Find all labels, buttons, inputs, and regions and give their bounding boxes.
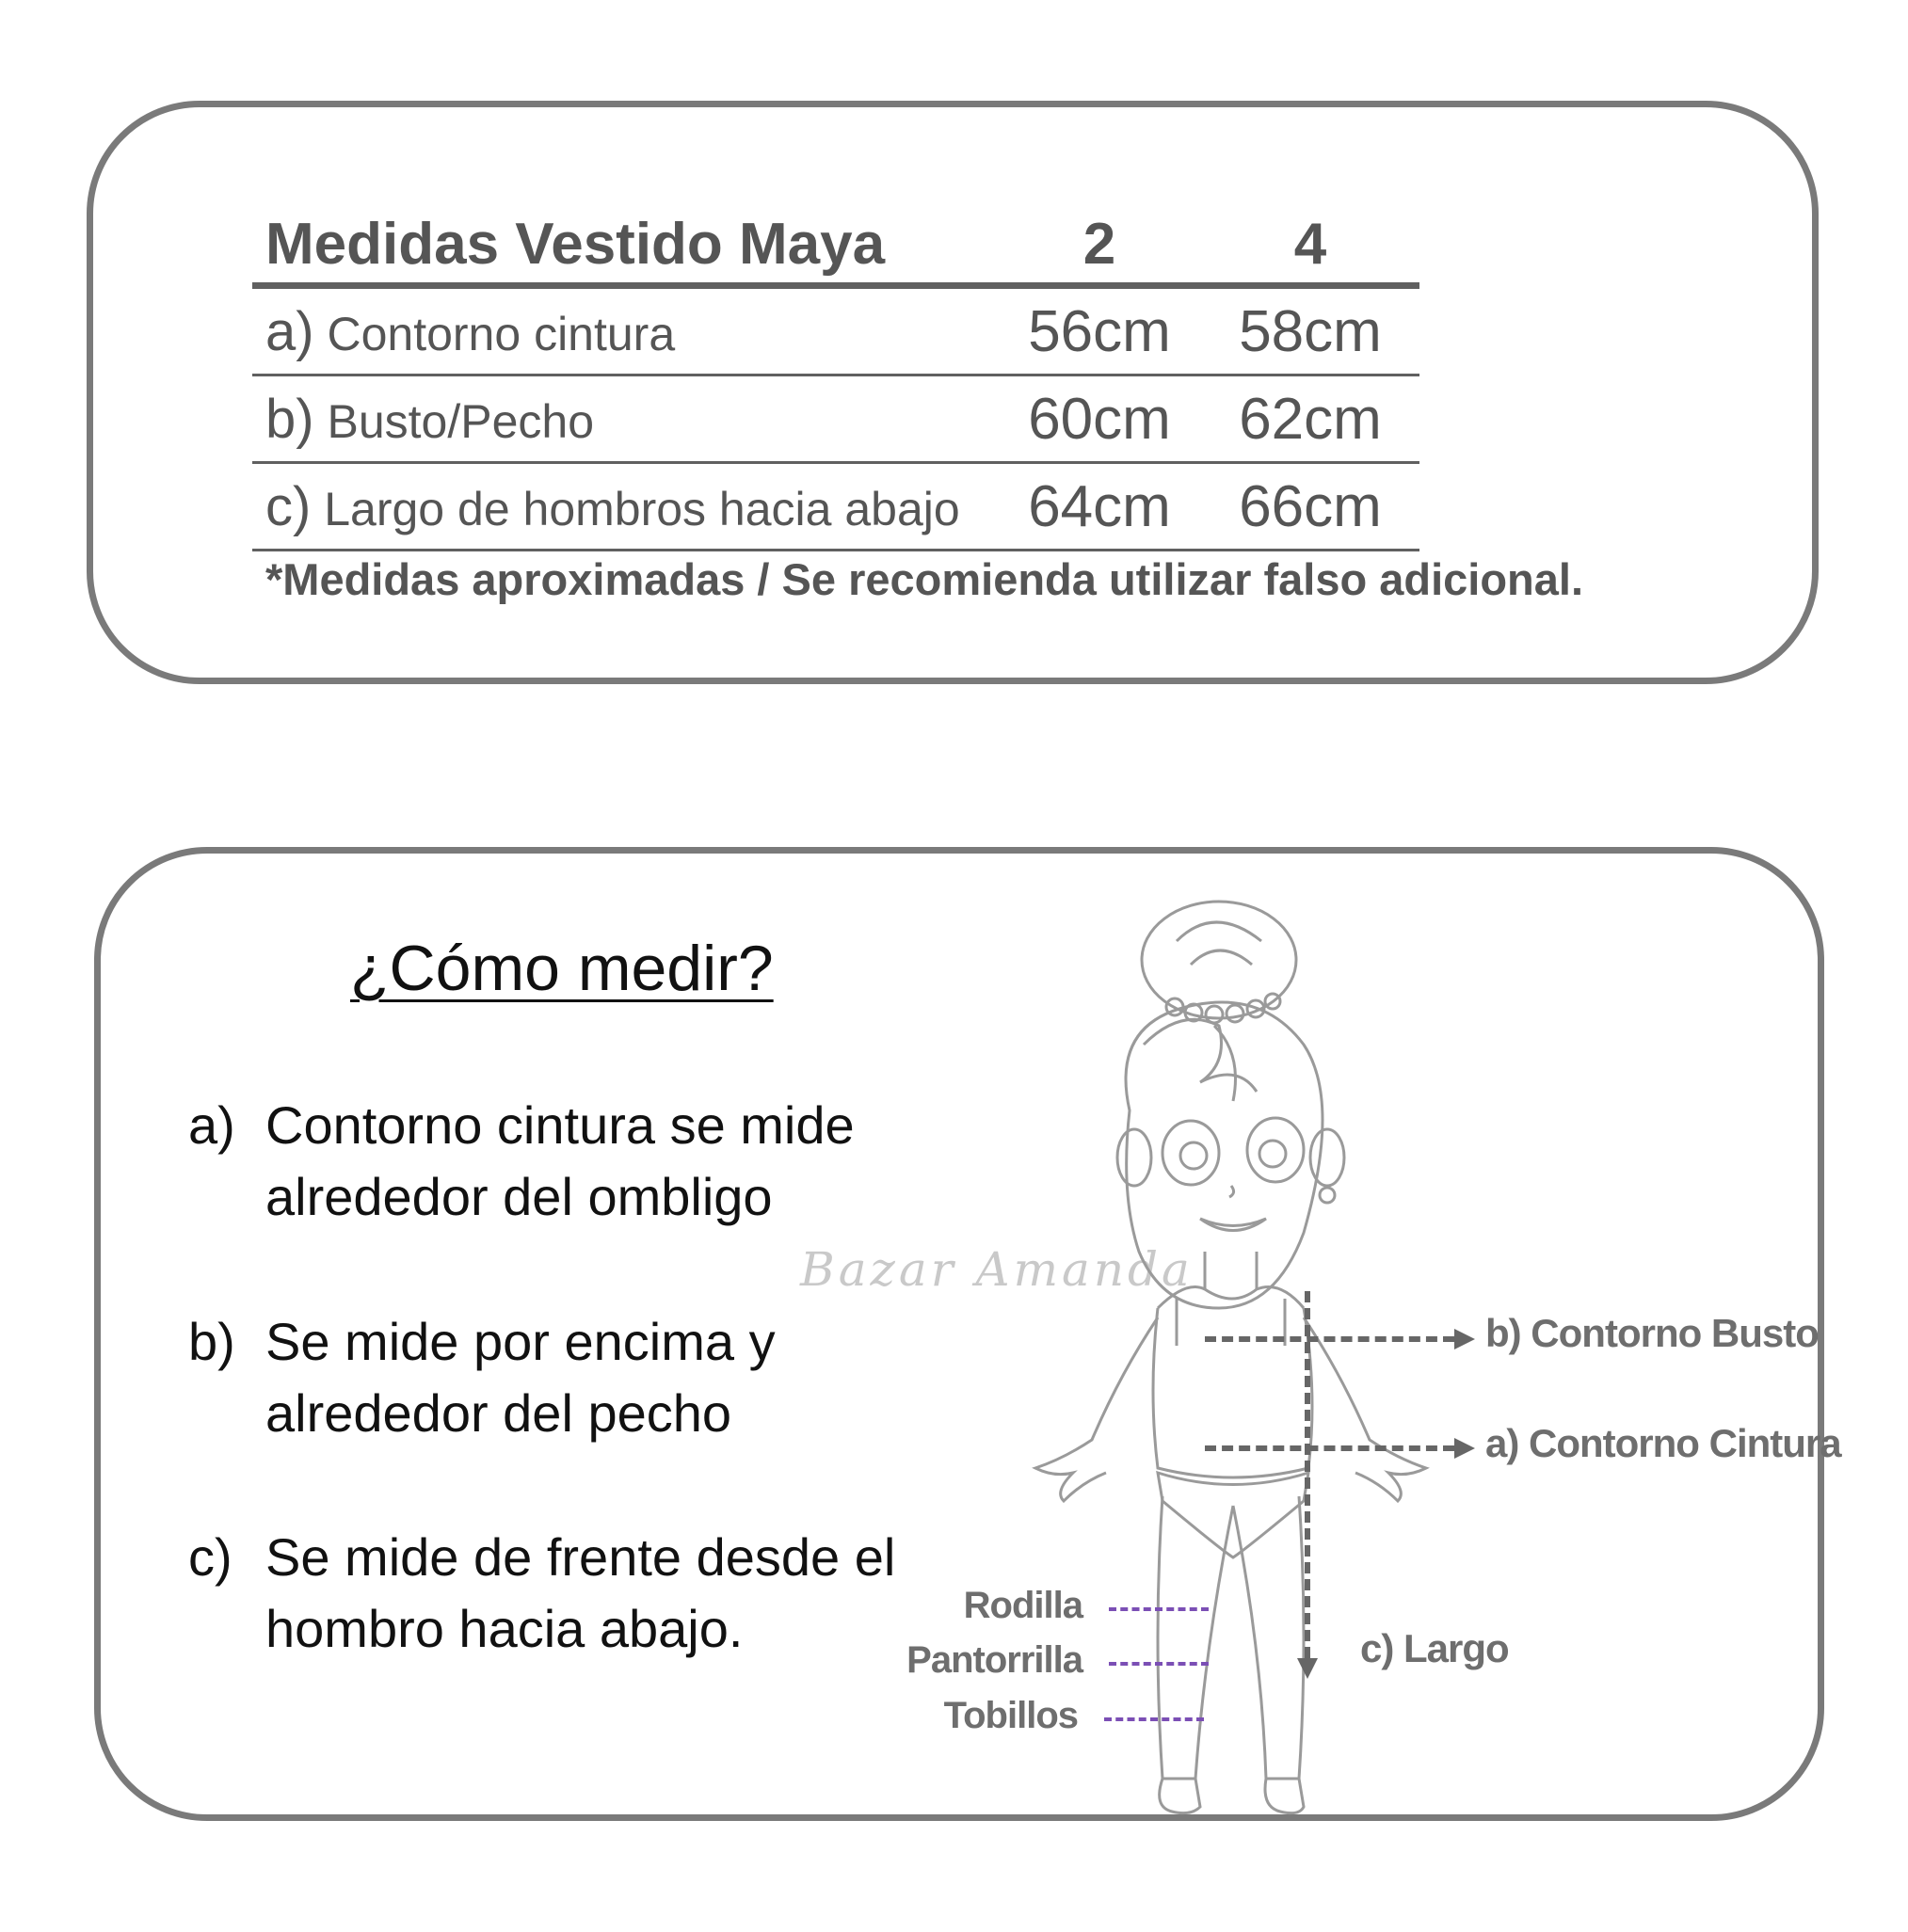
calf-marker: [1109, 1662, 1209, 1666]
how-to-title: ¿Cómo medir?: [350, 933, 774, 1004]
approximate-note: *Medidas aproximadas / Se recomienda utilizar falso adicional.: [265, 554, 1584, 604]
instruction-letter: b): [188, 1312, 235, 1371]
row-divider: [252, 549, 1419, 551]
size-column-2: 2: [1082, 211, 1116, 277]
ankles-label: Tobillos: [943, 1695, 1078, 1736]
size-table: [252, 205, 1419, 551]
waist-arrow-icon: [1454, 1438, 1475, 1459]
row-value-size-2: 56cm: [1028, 298, 1171, 364]
row-label: Busto/Pecho: [327, 394, 595, 448]
length-arrow-icon: [1297, 1658, 1318, 1679]
row-value-size-2: 64cm: [1028, 473, 1171, 539]
bust-dashed-line: [1205, 1336, 1454, 1342]
calf-label: Pantorrilla: [906, 1639, 1082, 1681]
instruction-letter: a): [188, 1095, 235, 1155]
row-label: Largo de hombros hacia abajo: [324, 482, 960, 535]
waist-label: a) Contorno Cintura: [1485, 1421, 1841, 1465]
instruction-text: Se mide de frente desde el hombro hacia abajo.: [265, 1527, 896, 1658]
instruction-letter: c): [188, 1527, 232, 1587]
size-table-header: [252, 205, 1419, 282]
length-dashed-line: [1305, 1291, 1310, 1658]
header-divider: [252, 282, 1419, 289]
size-column-4: 4: [1293, 211, 1327, 277]
size-table-title: Medidas Vestido Maya: [265, 211, 886, 277]
knee-marker: [1109, 1607, 1209, 1611]
row-letter: b): [265, 388, 314, 450]
row-value-size-4: 62cm: [1239, 386, 1382, 452]
row-letter: c): [265, 475, 312, 537]
table-row: [252, 289, 1419, 374]
girl-figure-illustration: [1017, 875, 1468, 1816]
waist-dashed-line: [1205, 1445, 1454, 1451]
row-letter: a): [265, 300, 314, 362]
length-label: c) Largo: [1360, 1626, 1509, 1670]
row-value-size-4: 58cm: [1239, 298, 1382, 364]
row-value-size-2: 60cm: [1028, 386, 1171, 452]
knee-label: Rodilla: [963, 1585, 1082, 1626]
bust-arrow-icon: [1454, 1329, 1475, 1349]
instruction-text: Se mide por encima y alrededor del pecho: [265, 1312, 776, 1443]
instruction-text: Contorno cintura se mide alrededor del ombligo: [265, 1095, 855, 1226]
table-row: [252, 376, 1419, 461]
ankles-marker: [1104, 1717, 1204, 1721]
bust-label: b) Contorno Busto: [1485, 1311, 1819, 1355]
row-label: Contorno cintura: [327, 307, 676, 360]
watermark: Bazar Amanda: [800, 1242, 1194, 1297]
table-row: [252, 464, 1419, 549]
row-value-size-4: 66cm: [1239, 473, 1382, 539]
